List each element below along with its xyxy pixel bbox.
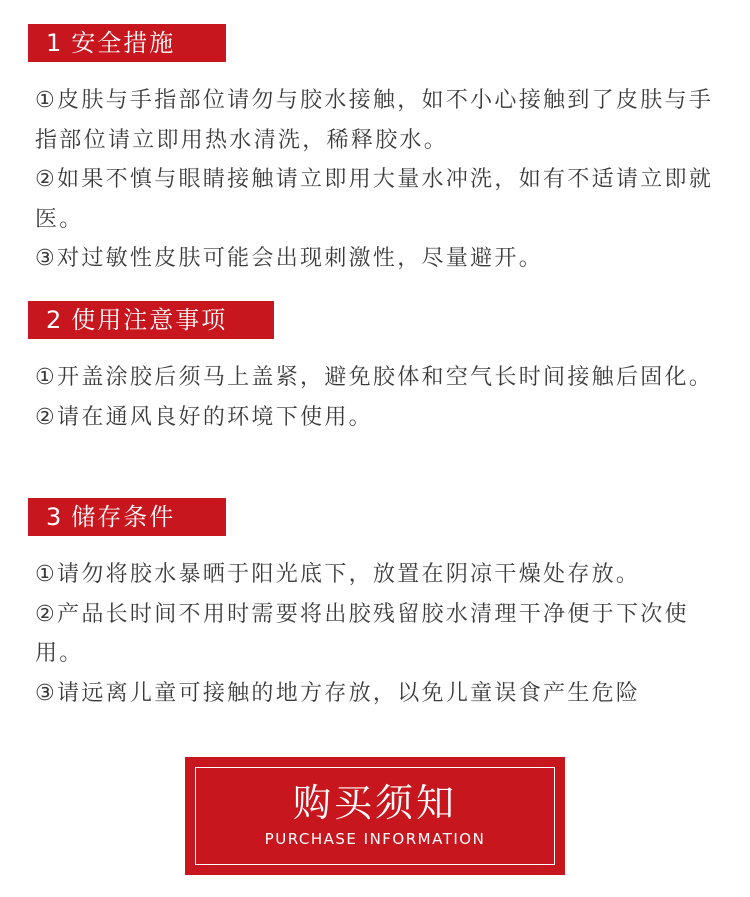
section-1-item-2: ②如果不慎与眼睛接触请立即用大量水冲洗，如有不适请立即就医。 xyxy=(35,167,714,232)
section-2-item-2: ②请在通风良好的环境下使用。 xyxy=(35,404,373,430)
section-2-body xyxy=(35,358,725,437)
section-3-number: 3 xyxy=(46,503,62,531)
banner-subtitle: PURCHASE INFORMATION xyxy=(264,830,486,848)
section-3-header xyxy=(28,498,226,536)
purchase-info-banner xyxy=(185,757,565,875)
section-3-body xyxy=(35,555,725,713)
banner-title: 购买须知 xyxy=(292,781,457,825)
section-1-item-3: ③对过敏性皮肤可能会出现刺激性，尽量避开。 xyxy=(35,246,544,271)
section-2-item-1: ①开盖涂胶后须马上盖紧，避免胶体和空气长时间接触后固化。 xyxy=(35,365,714,390)
section-3-item-1: ①请勿将胶水暴晒于阳光底下，放置在阴凉干燥处存放。 xyxy=(35,562,641,587)
section-2-header xyxy=(28,301,274,339)
section-1-body xyxy=(35,81,725,279)
section-2-title: 使用注意事项 xyxy=(71,306,228,334)
section-1-item-1: ①皮肤与手指部位请勿与胶水接触，如不小心接触到了皮肤与手指部位请立即用热水清洗，稀释胶水。 xyxy=(35,88,714,153)
banner-frame xyxy=(195,767,555,865)
section-3-item-2: ②产品长时间不用时需要将出胶残留胶水清理干净便于下次使用。 xyxy=(35,601,689,666)
section-1-header xyxy=(28,24,226,62)
section-2-number: 2 xyxy=(46,306,62,334)
section-1-title: 安全措施 xyxy=(71,29,176,57)
section-3-title: 储存条件 xyxy=(71,503,176,531)
section-1-number: 1 xyxy=(46,29,62,57)
section-3-item-3: ③请远离儿童可接触的地方存放，以免儿童误食产生危险 xyxy=(35,680,641,706)
